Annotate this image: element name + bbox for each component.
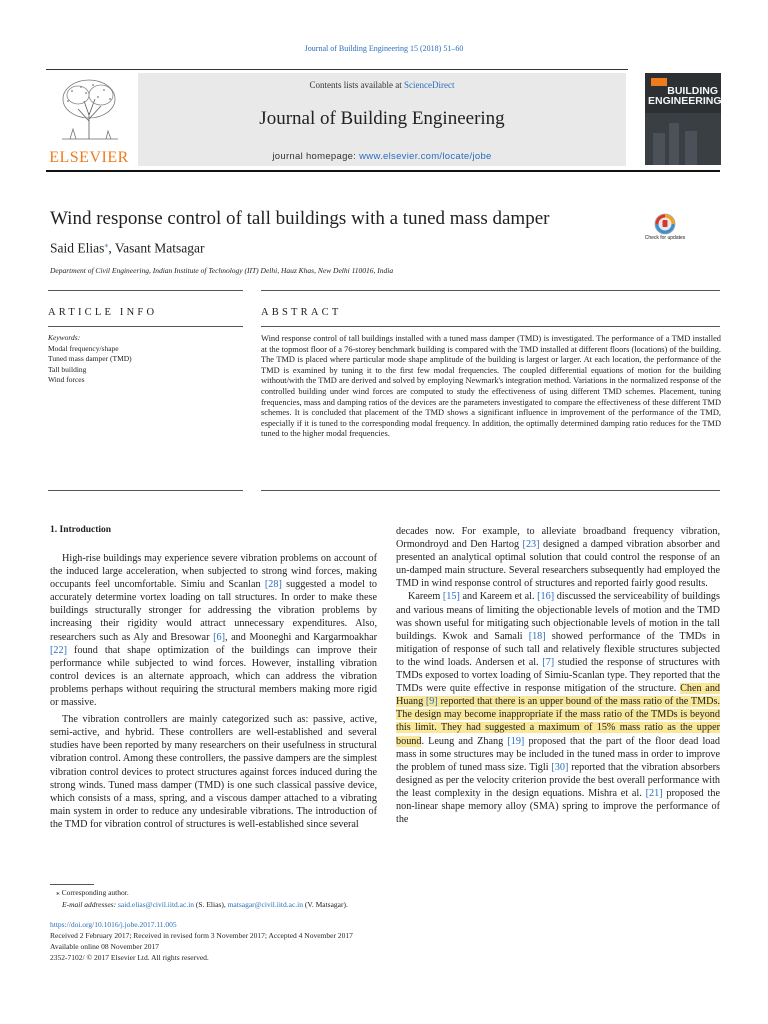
keywords-label: Keywords: xyxy=(48,333,81,342)
body-text: studied the response of structures with TMDs exposed to vortex loading of Simiu-Scanlan type. They reported that the TMDs were quite effective in response mitigation of the structure. xyxy=(396,656,720,695)
abstract-top-rule xyxy=(261,290,720,291)
body-text: and Kareem et al. xyxy=(459,591,538,603)
doi-link[interactable]: https://doi.org/10.1016/j.jobe.2017.11.005 xyxy=(50,920,177,929)
email-footnote xyxy=(62,900,348,909)
author-affiliation: Department of Civil Engineering, Indian Institute of Technology (IIT) Delhi, Hauz Khas, New Delhi 110016, India xyxy=(50,266,394,275)
abstract-mid-rule xyxy=(261,326,720,327)
keyword-item: Wind forces xyxy=(48,375,85,385)
citation-ref[interactable]: [21] xyxy=(645,787,663,799)
body-text: proposed that the part of the floor dead load mass in some structures may be included in the tuned mass in order to improve the problem of tuned mass size. Tigli xyxy=(396,735,720,773)
body-text: designed a damped vibration absorber and presented an analytical optimal solution that could control the response of an un-damped main structure. Several researchers subsequently had employed the TMD in wind response control of structures and reported fairly good results. xyxy=(396,539,720,590)
keywords-block xyxy=(48,333,132,386)
body-text: showed performance of the TMDs in mitigation of response of such tall and relatively flexible structures subjected to the wind loads. Andersen et al. xyxy=(396,630,720,668)
homepage-link[interactable]: www.elsevier.com/locate/jobe xyxy=(359,151,492,162)
body-text: Kareem xyxy=(408,591,443,603)
abstract-body: Wind response control of tall buildings installed with a tuned mass damper (TMD) is investigated. The performance of a TMD installed at the topmost floor of a 76-storey benchmark building is compared with the TMD installed at different floors (locations) of the building. The TMD is placed where particular mode shape amplitude of the building is largest or larger. At each location, the performance of the TMD is examined by tuning it to the first few modal frequencies. The coupled differential equations of motion for the building without/with the TMD are derived and solved by employing Newmark's integration method. Variations in the normalized response of the controlled building under wind forces are computed to study the effectiveness of using different TMD schemes. Placement, tuning frequencies, mass and damping ratios of the devices are the parameters investigated to compare the effectiveness of these different TMD schemes. It is concluded that placement of the TMD shows a significant influence in improvement of the performance of the TMD, especially if it is tuned to the corresponding modal frequency. In addition, the optimally determined damping ratio reduces for the TMD tuned to the higher modal frequencies. xyxy=(261,334,721,439)
body-paragraph xyxy=(50,552,377,709)
check-for-updates-icon[interactable] xyxy=(645,212,685,252)
copyright-notice: 2352-7102/ © 2017 Elsevier Ltd. All rights reserved. xyxy=(50,953,209,962)
header-bottom-rule xyxy=(46,170,720,172)
citation-ref[interactable]: [9] xyxy=(425,696,438,708)
article-info-heading: ARTICLE INFO xyxy=(48,307,158,318)
cover-title xyxy=(648,85,722,107)
body-text: found that shape optimization of the buildings can improve their performance while subjected to wind forces. However, installing vibration control devices is an alternate approach, which can address the vibration problems perhaps without requiring the structural members making more rigid or massive. xyxy=(50,644,377,709)
author-list xyxy=(50,240,205,257)
contents-prefix: Contents lists available at xyxy=(309,80,404,90)
article-info-bottom-rule xyxy=(48,490,243,491)
body-text: reported that the vibration absorbers designed as per the velocity criterion provide the best overall performance with the least complexity in the design equations. Mishra et al. xyxy=(396,761,721,799)
article-info-top-rule xyxy=(48,290,243,291)
keyword-item: Modal frequency/shape xyxy=(48,343,119,353)
sciencedirect-link[interactable]: ScienceDirect xyxy=(404,80,455,90)
body-text: High-rise buildings may experience severe vibration problems on account of the induced large acceleration, when subjected to strong wind forces, making occupants feel uncomfortable. Simiu and Scanlan xyxy=(50,553,377,591)
citation-ref[interactable]: [18] xyxy=(528,630,546,642)
citation-ref[interactable]: [23] xyxy=(522,539,540,551)
author-name[interactable]: Said Elias xyxy=(50,240,105,256)
paper-title: Wind response control of tall buildings with a tuned mass damper xyxy=(50,208,550,229)
email-label: E-mail addresses: xyxy=(62,900,118,909)
journal-citation-link[interactable]: Journal of Building Engineering 15 (2018) 51–60 xyxy=(304,44,464,53)
body-paragraph xyxy=(396,590,720,826)
received-dates: Received 2 February 2017; Received in revised form 3 November 2017; Accepted 4 November 2017 xyxy=(50,931,353,940)
email-owner: (S. Elias), xyxy=(194,900,228,909)
footnote-rule xyxy=(50,884,94,885)
body-text: , and Mooneghi and Kargarmoakhar xyxy=(224,631,377,643)
body-column-left xyxy=(50,552,377,831)
body-text: decades now. For example, to alleviate broadband frequency vibration, Ormondroyd and Den Hartog xyxy=(396,526,720,551)
highlighted-text: Chen and Huang xyxy=(396,683,721,708)
body-text: . Leung and Zhang xyxy=(421,735,508,747)
abstract-heading: ABSTRACT xyxy=(261,307,342,318)
journal-homepage-line xyxy=(138,151,626,162)
contents-availability-line xyxy=(138,80,626,90)
citation-ref[interactable]: [22] xyxy=(50,644,67,656)
author-separator: , xyxy=(108,240,115,256)
check-for-updates-label[interactable]: Check for updates xyxy=(644,235,686,241)
corresponding-author-footnote: ⁎ Corresponding author. xyxy=(56,888,129,897)
email-owner: (V. Matsagar). xyxy=(303,900,348,909)
article-info-mid-rule xyxy=(48,326,243,327)
citation-ref[interactable]: [19] xyxy=(507,735,525,747)
highlighted-text: reported that there is an upper bound of the mass ratio of the TMDs. The design may become inappropriate if the mass ratio of the TMDs is beyond this limit. They had suggested a maximum of 15% mass ratio as the upper bound xyxy=(396,696,720,747)
body-column-right xyxy=(396,525,720,826)
abstract-bottom-rule xyxy=(261,490,720,491)
section-heading-introduction: 1. Introduction xyxy=(50,525,112,535)
keyword-item: Tall building xyxy=(48,364,87,374)
online-date: Available online 08 November 2017 xyxy=(50,942,159,951)
journal-title: Journal of Building Engineering xyxy=(259,108,505,129)
cover-title-line2: ENGINEERING xyxy=(648,95,722,107)
homepage-label: journal homepage: xyxy=(272,151,360,162)
publisher-wordmark: ELSEVIER xyxy=(49,149,129,166)
body-text: suggested a model to accurately determine vortex loading on tall structures. In order to make these buildings structurally stronger for addressing the vibration problems by increasing their rigidity would attract unnecessary expenditures. Also, researchers such as Aly and Bresowar xyxy=(50,579,377,643)
citation-ref[interactable]: [28] xyxy=(264,579,282,591)
citation-ref[interactable]: [15] xyxy=(442,591,460,603)
keyword-item: Tuned mass damper (TMD) xyxy=(48,354,132,364)
citation-ref[interactable]: [16] xyxy=(537,591,555,603)
citation-ref[interactable]: [7] xyxy=(542,656,555,668)
citation-ref[interactable]: [6] xyxy=(213,631,225,643)
body-text: discussed the serviceability of buildings and various means of limiting the objectionable levels of motion and the TMD was shown useful for mitigating such objectionable levels of motion in the tall buildings. Kwok and Samali xyxy=(396,591,720,642)
body-paragraph xyxy=(396,525,720,590)
body-paragraph: The vibration controllers are mainly categorized such as: passive, active, semi-active, and hybrid. These controllers are well-established and several studies have been reported by many researchers on their usefulness in structural vibration control. Among these controllers, the passive dampers are the simplest vibration control devices to protect structures against forces induced during the strong winds. Tuned mass damper (TMD) is one such classical passive device, which consists of a mass, spring, and a viscous damper attached to a vibrating main system in order to reduce any undesirable vibrations. The introduction of the TMD for vibration control of structures is well-established since several xyxy=(50,714,377,830)
citation-ref[interactable]: [30] xyxy=(551,761,569,773)
email-link[interactable]: said.elias@civil.iitd.ac.in xyxy=(117,900,195,909)
body-text: proposed the non-linear shape memory alloy (SMA) spring to improve the performance of the xyxy=(396,787,721,826)
header-top-rule xyxy=(46,69,628,70)
corresponding-author-marker[interactable]: ⁎ xyxy=(104,240,109,249)
email-link[interactable]: matsagar@civil.iitd.ac.in xyxy=(227,900,304,909)
author-name[interactable]: Vasant Matsagar xyxy=(114,240,205,256)
cover-title-line1: BUILDING xyxy=(667,85,718,97)
